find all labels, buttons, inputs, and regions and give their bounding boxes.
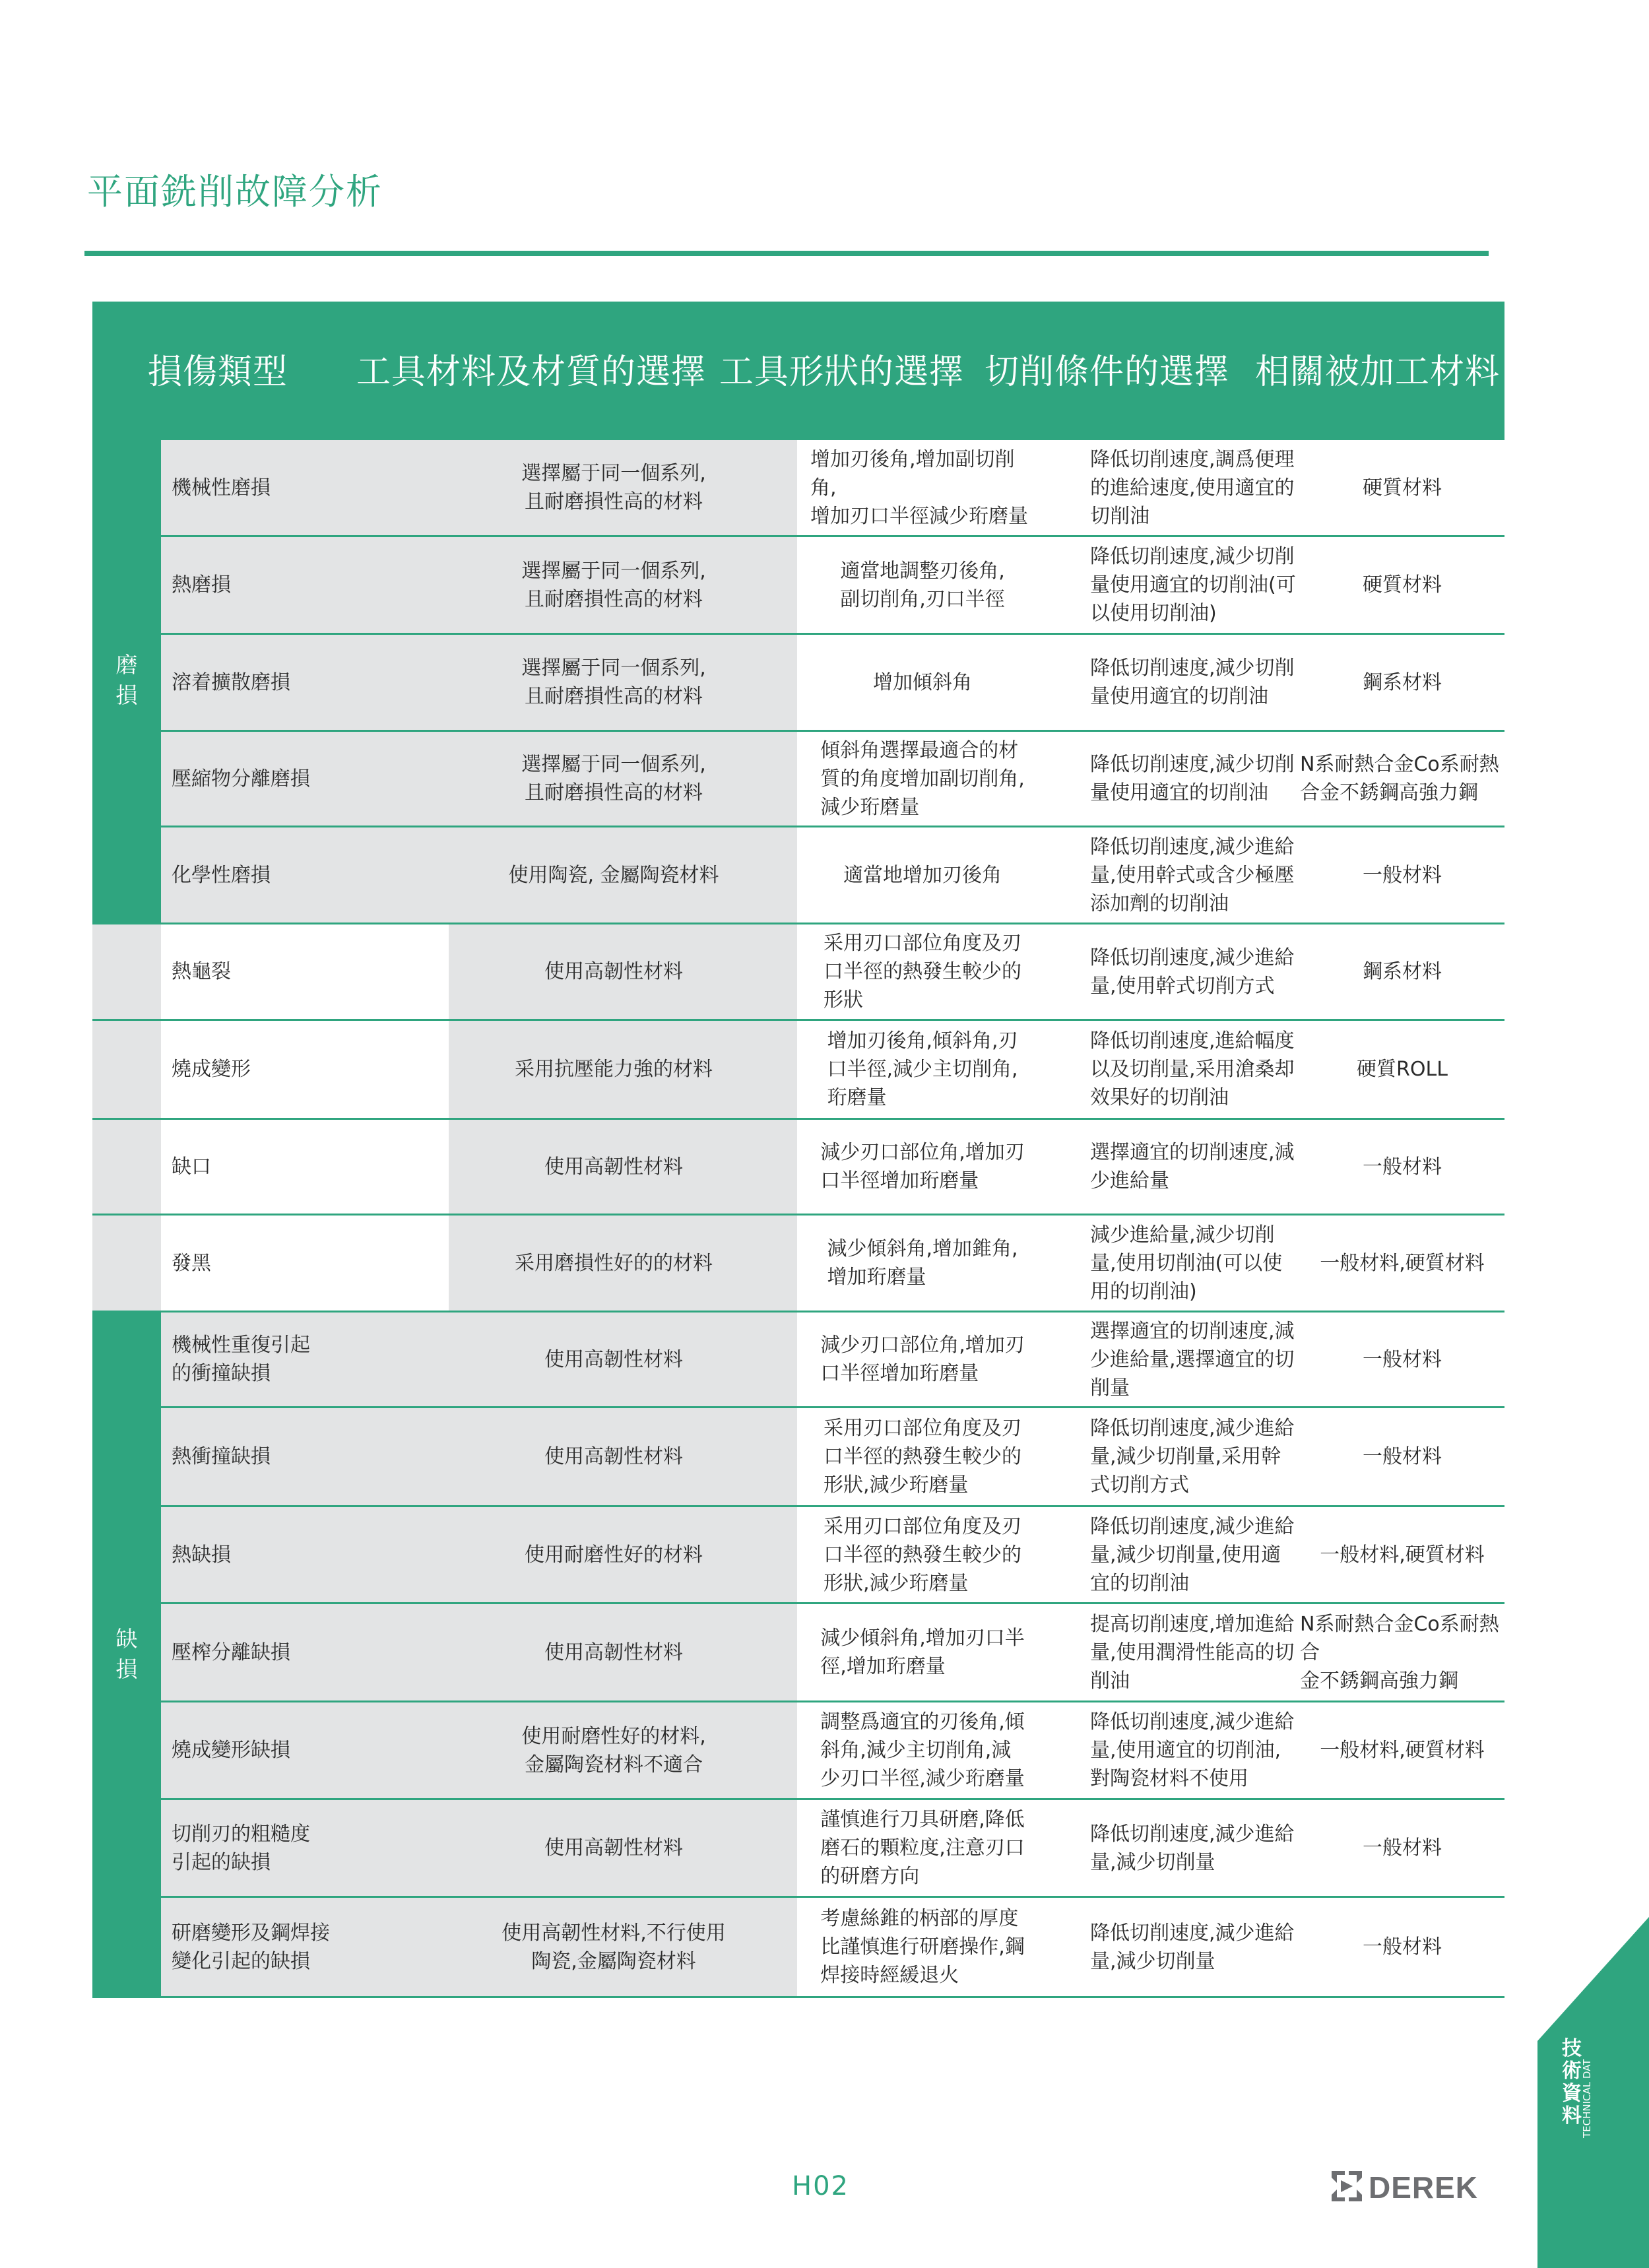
cell-workpiece-material: 一般材料 [1363, 1935, 1442, 1959]
cell-cutting-conditions: 降低切削速度,減少進給 量,減少切削量,采用幹 式切削方式 [1090, 1417, 1295, 1497]
group-label-wear: 磨 損 [115, 652, 138, 708]
table-row [92, 924, 1504, 1021]
cell-tool-material: 選擇屬于同一個系列, 且耐磨損性高的材料 [521, 657, 706, 708]
cell-workpiece-material: 硬質材料 [1363, 476, 1442, 500]
cell-damage-type: 化學性磨損 [172, 863, 271, 887]
cell-tool-shape: 增加刃後角,傾斜角,刃 口半徑,減少主切削角, 珩磨量 [827, 1029, 1018, 1109]
table-row [92, 1898, 1504, 1998]
cell-cutting-conditions: 降低切削速度,減少切削 量使用適宜的切削油 [1090, 753, 1295, 804]
side-tab-label: 技術資料 [1562, 2037, 1582, 2127]
cell-tool-material: 采用磨損性好的的材料 [515, 1251, 713, 1275]
cell-cutting-conditions: 減少進給量,減少切削 量,使用切削油(可以使 用的切削油) [1090, 1223, 1283, 1303]
cell-tool-shape: 適當地增加刃後角 [843, 863, 1002, 887]
cell-tool-material: 選擇屬于同一個系列, 且耐磨損性高的材料 [521, 753, 706, 804]
cell-tool-material: 選擇屬于同一個系列, 且耐磨損性高的材料 [521, 462, 706, 513]
cell-tool-shape: 適當地調整刃後角, 副切削角,刃口半徑 [840, 559, 1005, 611]
cell-tool-shape: 采用刃口部位角度及刃 口半徑的熱發生較少的 形狀 [824, 932, 1021, 1012]
cell-damage-type: 熱衝撞缺損 [172, 1445, 271, 1468]
table-row [92, 1507, 1504, 1604]
cell-cutting-conditions: 降低切削速度,調爲便理 的進給速度,使用適宜的 切削油 [1090, 447, 1295, 528]
cell-cutting-conditions: 選擇適宜的切削速度,減 少進給量 [1090, 1141, 1295, 1192]
derek-logo [1332, 2171, 1490, 2204]
cell-damage-type: 機械性重復引起 的衝撞缺損 [172, 1334, 310, 1385]
cell-workpiece-material: 硬質材料 [1363, 573, 1442, 597]
cell-damage-type: 溶着擴散磨損 [172, 670, 290, 694]
cell-workpiece-material: 一般材料 [1363, 863, 1442, 887]
cell-cutting-conditions: 選擇適宜的切削速度,減 少進給量,選擇適宜的切 削量 [1090, 1319, 1295, 1400]
cell-cutting-conditions: 降低切削速度,減少進給 量,使用幹式切削方式 [1090, 946, 1295, 998]
cell-tool-material: 采用抗壓能力強的材料 [515, 1058, 713, 1081]
page-title: 平面銑削故障分析 [87, 171, 383, 212]
cell-tool-shape: 采用刃口部位角度及刃 口半徑的熱發生較少的 形狀,減少珩磨量 [824, 1514, 1021, 1595]
table-row [92, 827, 1504, 924]
side-tab [1537, 1917, 1649, 2268]
side-tab-english: TECHNICAL DAT [1581, 2059, 1593, 2138]
table-row [92, 635, 1504, 732]
cell-tool-shape: 減少傾斜角,增加刃口半 徑,增加珩磨量 [820, 1627, 1025, 1678]
table-row [92, 440, 1504, 537]
cell-tool-material: 使用陶瓷, 金屬陶瓷材料 [508, 863, 719, 887]
table-row [92, 1120, 1504, 1215]
cell-workpiece-material: 一般材料,硬質材料 [1320, 1251, 1485, 1275]
cell-workpiece-material: N系耐熱合金Co系耐熱合 金不銹鋼高強力鋼 [1300, 1612, 1499, 1693]
cell-workpiece-material: 一般材料 [1363, 1836, 1442, 1860]
cell-tool-material: 使用高韌性材料 [544, 1640, 683, 1664]
table-row [92, 1702, 1504, 1800]
cell-workpiece-material: 一般材料 [1363, 1347, 1442, 1371]
table-row [92, 537, 1504, 635]
group-label-chipping: 缺 損 [115, 1626, 138, 1682]
cell-tool-shape: 減少刃口部位角,增加刃 口半徑增加珩磨量 [820, 1334, 1025, 1385]
cell-tool-shape: 傾斜角選擇最適合的材 質的角度增加副切削角, 減少珩磨量 [820, 738, 1025, 819]
cell-damage-type: 缺口 [172, 1155, 211, 1179]
cell-tool-shape: 減少刃口部位角,增加刃 口半徑增加珩磨量 [820, 1141, 1025, 1192]
cell-damage-type: 燒成變形缺損 [172, 1739, 290, 1762]
cell-workpiece-material: 硬質ROLL [1357, 1058, 1448, 1081]
cell-cutting-conditions: 降低切削速度,減少進給 量,減少切削量,使用適 宜的切削油 [1090, 1514, 1295, 1595]
header-cutting-conditions: 切削條件的選擇 [985, 352, 1230, 392]
cell-damage-type: 壓榨分離缺損 [172, 1640, 290, 1664]
cell-tool-material: 選擇屬于同一個系列, 且耐磨損性高的材料 [521, 559, 706, 611]
cell-cutting-conditions: 提高切削速度,增加進給 量,使用潤滑性能高的切 削油 [1090, 1612, 1295, 1693]
cell-tool-shape: 采用刃口部位角度及刃 口半徑的熱發生較少的 形狀,減少珩磨量 [824, 1417, 1021, 1497]
cell-cutting-conditions: 降低切削速度,減少切削 量使用適宜的切削油(可 以使用切削油) [1090, 545, 1296, 625]
header-damage-type: 損傷類型 [148, 352, 288, 392]
cell-cutting-conditions: 降低切削速度,減少進給 量,使用幹式或含少極壓 添加劑的切削油 [1090, 835, 1295, 915]
cell-damage-type: 熱缺損 [172, 1543, 231, 1567]
table-row [92, 1800, 1504, 1898]
fault-analysis-table [92, 302, 1504, 1998]
cell-tool-material: 使用高韌性材料 [544, 960, 683, 983]
cell-damage-type: 熱磨損 [172, 573, 231, 597]
cell-tool-material: 使用耐磨性好的材料 [525, 1543, 703, 1567]
cell-tool-shape: 謹慎進行刀具研磨,降低 磨石的顆粒度,注意刃口 的研磨方向 [820, 1808, 1025, 1888]
derek-logo-text: DEREK [1369, 2170, 1479, 2205]
cell-workpiece-material: 一般材料,硬質材料 [1320, 1739, 1485, 1762]
cell-workpiece-material: 鋼系材料 [1363, 670, 1442, 694]
table-row [92, 1312, 1504, 1408]
table-row [92, 1408, 1504, 1507]
cell-tool-material: 使用高韌性材料 [544, 1347, 683, 1371]
cell-workpiece-material: 一般材料 [1363, 1155, 1442, 1179]
cell-damage-type: 機械性磨損 [172, 476, 271, 500]
table-row [92, 1604, 1504, 1702]
cell-tool-shape: 增加傾斜角 [873, 670, 972, 694]
cell-workpiece-material: 一般材料 [1363, 1445, 1442, 1468]
cell-cutting-conditions: 降低切削速度,減少進給 量,使用適宜的切削油, 對陶瓷材料不使用 [1090, 1710, 1295, 1790]
table-header [92, 302, 1504, 440]
cell-cutting-conditions: 降低切削速度,減少進給 量,減少切削量 [1090, 1822, 1295, 1874]
derek-logo-icon [1332, 2171, 1362, 2201]
cell-damage-type: 燒成變形 [172, 1058, 251, 1081]
cell-damage-type: 壓縮物分離磨損 [172, 767, 310, 791]
table-row [92, 1215, 1504, 1312]
header-workpiece-material: 相關被加工材料 [1255, 352, 1501, 392]
cell-workpiece-material: 一般材料,硬質材料 [1320, 1543, 1485, 1567]
cell-tool-material: 使用高韌性材料 [544, 1836, 683, 1860]
cell-tool-shape: 調整爲適宜的刃後角,傾 斜角,減少主切削角,減 少刃口半徑,減少珩磨量 [820, 1710, 1025, 1790]
cell-workpiece-material: 鋼系材料 [1363, 960, 1442, 983]
cell-tool-material: 使用高韌性材料,不行使用 陶瓷,金屬陶瓷材料 [501, 1921, 726, 1973]
cell-tool-shape: 增加刃後角,增加副切削角, 增加刃口半徑減少珩磨量 [810, 447, 1028, 528]
header-tool-material: 工具材料及材質的選擇 [356, 352, 707, 392]
cell-tool-shape: 考慮絲錐的柄部的厚度 比謹慎進行研磨操作,鋼 焊接時經緩退火 [820, 1907, 1025, 1987]
cell-damage-type: 發黑 [172, 1251, 211, 1275]
cell-cutting-conditions: 降低切削速度,進給幅度 以及切削量,采用滄桑却 效果好的切削油 [1090, 1029, 1295, 1109]
cell-tool-material: 使用耐磨性好的材料, 金屬陶瓷材料不適合 [521, 1724, 706, 1776]
header-tool-shape: 工具形狀的選擇 [719, 352, 965, 392]
cell-tool-material: 使用高韌性材料 [544, 1445, 683, 1468]
title-divider [84, 251, 1489, 256]
page-number: H02 [792, 2171, 849, 2201]
cell-workpiece-material: N系耐熱合金Co系耐熱 合金不銹鋼高強力鋼 [1300, 753, 1499, 804]
table-row [92, 1021, 1504, 1120]
cell-damage-type: 研磨變形及鋼焊接 變化引起的缺損 [172, 1921, 330, 1973]
cell-damage-type: 切削刃的粗糙度 引起的缺損 [172, 1822, 310, 1874]
table-row [92, 732, 1504, 827]
cell-damage-type: 熱龜裂 [172, 960, 231, 983]
cell-cutting-conditions: 降低切削速度,減少切削 量使用適宜的切削油 [1090, 657, 1295, 708]
cell-tool-shape: 減少傾斜角,增加錐角, 增加珩磨量 [827, 1237, 1018, 1289]
cell-cutting-conditions: 降低切削速度,減少進給 量,減少切削量 [1090, 1921, 1295, 1973]
cell-tool-material: 使用高韌性材料 [544, 1155, 683, 1179]
